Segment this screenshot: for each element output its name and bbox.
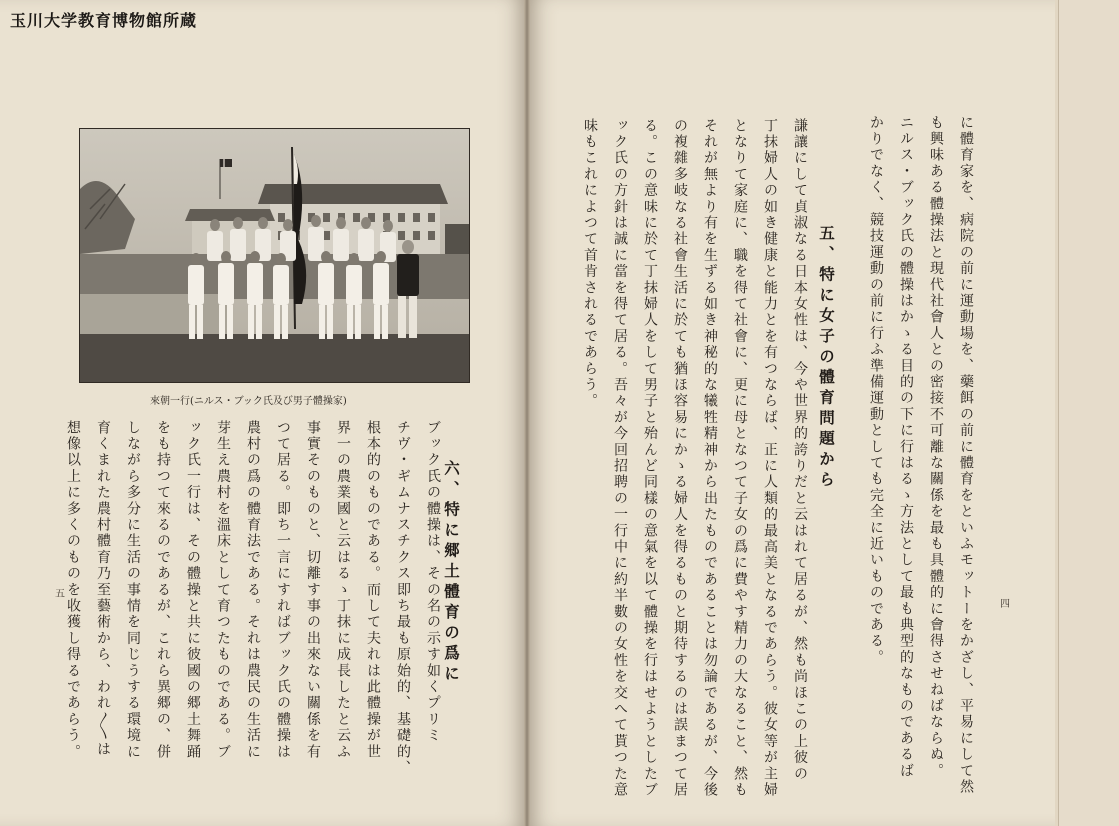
section-heading-5: 五、特に女子の體育問題から bbox=[817, 225, 835, 492]
section-heading-6: 六、特に郷土體育の爲に bbox=[442, 460, 460, 686]
text-column: に體育家を、病院の前に運動場を、藥餌の前に體育をといふモットーをかざし、平易にして然 bbox=[958, 115, 974, 796]
page-edge bbox=[1058, 0, 1119, 826]
page-number: 四 bbox=[1000, 599, 1010, 610]
photo-caption: 來朝一行(ニルス・ブック氏及び男子體操家) bbox=[150, 396, 347, 407]
text-column: ニルス・ブック氏の體操はかゝる目的の下に行はるゝ方法として最も典型的なものであるば bbox=[898, 115, 914, 780]
text-column: 根本的のものである。而して夫れは此體操が世 bbox=[365, 420, 381, 761]
text-column: る。この意味に於て丁抹婦人をして男子と殆んど同樣の意氣を以て體操を行はせようとしたブ bbox=[642, 118, 658, 799]
text-column: ック氏一行は、その體操と共に彼國の郷土舞踊 bbox=[185, 420, 201, 761]
text-column: 育くまれた農村體育乃至藝術から、われ〳〵は bbox=[95, 420, 111, 758]
text-column: かりでなく、競技運動の前に行ふ準備運動としても完全に近いものである。 bbox=[868, 115, 884, 666]
right-page bbox=[527, 0, 1055, 826]
text-column: 想像以上に多くのものを收獲し得るであらう。 bbox=[65, 420, 81, 761]
text-column: をも持つて來るのであるが、これら異郷の、併 bbox=[155, 420, 171, 761]
text-column: の複雜多岐なる社會生活に於ても猶ほ容易にかゝる婦人を得るものと期待するのは誤まつて居 bbox=[672, 118, 688, 799]
text-column: となりて家庭に、職を得て社會に、更に母となつて子女の爲に費やす精力の大なること、然も bbox=[732, 118, 748, 799]
text-column: それが無より有を生ずる如き神秘的な犧牲精神から出たものであることは勿論であるが、今後 bbox=[702, 118, 718, 799]
text-column: も興味ある體操法と現代社會人との密接不可離な關係を最も具體的に會得させねばならぬ。 bbox=[928, 115, 944, 780]
text-column: チヴ・ギムナスチクス即ち最も原始的、基礎的、 bbox=[395, 420, 411, 777]
text-column: 農村の爲の體育法である。それは農民の生活に bbox=[245, 420, 261, 761]
text-column: ブック氏の體操は、その名の示す如くプリミ bbox=[425, 420, 441, 744]
group-photo bbox=[79, 128, 470, 383]
book-gutter bbox=[524, 0, 530, 826]
text-column: 味もこれによつて首肯されるであらう。 bbox=[582, 118, 598, 410]
text-column: つて居る。即ち一言にすればブック氏の體操は bbox=[275, 420, 291, 761]
text-column: 謙讓にして貞淑なる日本女性は、今や世界的誇りだと云はれて居るが、然も尚ほこの上彼の bbox=[792, 118, 808, 783]
text-column: しながら多分に生活の事情を同じうする環境に bbox=[125, 420, 141, 761]
text-column: 事實そのものと、切離す事の出來ない關係を有 bbox=[305, 420, 321, 761]
left-page bbox=[0, 0, 527, 826]
text-column: ック氏の方針は誠に當を得て居る。吾々が今回招聘の一行中に約半數の女性を交へて貰つた意 bbox=[612, 118, 628, 799]
text-column: 丁抹婦人の如き健康と能力とを有つならば、正に人類的最高美となるであらう。彼女等が主婦 bbox=[762, 118, 778, 799]
text-column: 芽生え農村を溫床として育つたものである。ブ bbox=[215, 420, 231, 761]
page-number: 五 bbox=[55, 589, 65, 600]
collection-label: 玉川大学教育博物館所蔵 bbox=[10, 11, 198, 30]
text-column: 界一の農業國と云はるゝ丁抹に成長したと云ふ bbox=[335, 420, 351, 761]
